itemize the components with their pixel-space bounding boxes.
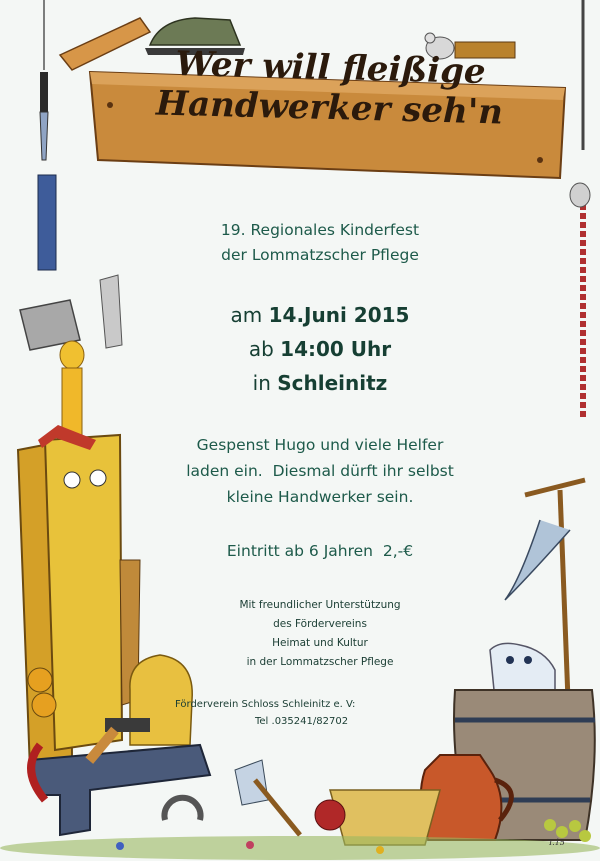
ground-flowers [0,836,600,860]
saw-icon [100,275,122,348]
invitation-text [130,432,510,510]
time-prefix: ab [248,337,274,361]
anvil-icon [30,745,210,835]
sign-title-line2: Handwerker seh'n [155,83,504,133]
event-name: 19. Regionales Kinderfest [220,221,420,239]
support-credits [130,596,510,672]
support-line2: des Fördervereins [273,618,367,630]
invitation-line2: laden ein. Diesmal dürft ihr selbst [186,462,454,480]
invitation-line3: kleine Handwerker sein. [226,488,414,506]
support-line4: in der Lommatzscher Pflege [246,656,394,668]
sign-title [99,42,561,134]
file-icon [38,175,56,270]
contact-info [175,696,415,730]
event-date-line [130,298,510,332]
event-details [130,298,510,400]
event-time: 14:00 Uhr [280,337,392,361]
support-line1: Mit freundlicher Unterstützung [239,599,401,611]
event-intro [130,218,510,268]
contact-phone: Tel .035241/82702 [255,716,349,727]
admission-price: Eintritt ab 6 Jahren 2,-€ [226,542,414,560]
support-line3: Heimat und Kultur [272,637,368,649]
event-time-line [130,332,510,366]
horseshoe-icon [165,798,201,820]
artist-signature: T.15 [548,838,565,847]
event-date: 14.Juni 2015 [268,303,410,327]
yellow-figure [60,341,84,438]
knife-icon [40,72,48,160]
contact-org: Förderverein Schloss Schleinitz e. V: [175,699,356,710]
apple-icon [315,800,345,830]
event-place-line [130,366,510,400]
date-prefix: am [230,303,263,327]
place-prefix: in [252,371,271,395]
axe-icon [235,760,300,835]
event-region: der Lommatzscher Pflege [221,246,419,264]
event-place: Schleinitz [277,371,388,395]
rope-mouse-icon [570,183,590,207]
invitation-line1: Gespenst Hugo und viele Helfer [196,436,444,454]
sign-title-line1: Wer will fleißige [175,43,487,93]
